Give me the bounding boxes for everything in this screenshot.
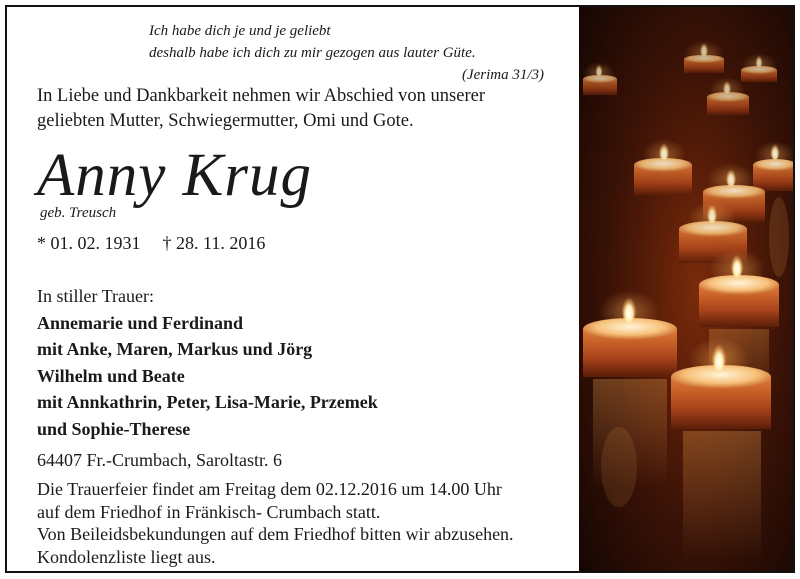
intro-line-2: geliebten Mutter, Schwiegermutter, Omi und Gote. [37,111,414,131]
intro-line-1: In Liebe und Dankbarkeit nehmen wir Abschied von unserer [37,86,485,106]
bible-verse [149,20,544,86]
mourners-block [37,283,378,442]
mourner-line: Wilhelm und Beate [37,365,185,386]
mourners-heading: In stiller Trauer: [37,286,154,306]
service-line-1: Die Trauerfeier findet am Freitag dem 02.12.2016 um 14.00 Uhr [37,479,502,499]
verse-line-1: Ich habe dich je und je geliebt [149,23,331,39]
mourner-line: Annemarie und Ferdinand [37,312,244,333]
verse-line-2: deshalb habe ich dich zu mir gezogen aus lauter Güte. [149,45,476,61]
obituary-card [5,5,795,573]
mourner-line: mit Anke, Maren, Markus und Jörg [37,339,313,359]
candles-image [579,7,793,571]
funeral-service-info [37,478,577,568]
death-date: † 28. 11. 2016 [162,233,266,253]
mourner-line: und Sophie-Therese [37,418,191,439]
life-dates [37,233,287,254]
birth-name: geb. Treusch [40,205,117,221]
service-line-4: Kondolenzliste liegt aus. [37,546,216,567]
service-line-3: Von Beileidsbekundungen auf dem Friedhof bitten wir abzusehen. [37,524,514,544]
obituary-text-column [7,7,579,571]
birth-date: * 01. 02. 1931 [37,233,141,253]
deceased-name: Anny Krug [37,142,313,209]
service-line-2: auf dem Friedhof in Fränkisch- Crumbach statt. [37,501,381,522]
mourner-line: mit Annkathrin, Peter, Lisa-Marie, Przemek [37,392,378,412]
intro-text [37,84,567,134]
address: 64407 Fr.-Crumbach, Saroltastr. 6 [37,450,282,470]
verse-source: (Jerima 31/3) [461,67,544,83]
